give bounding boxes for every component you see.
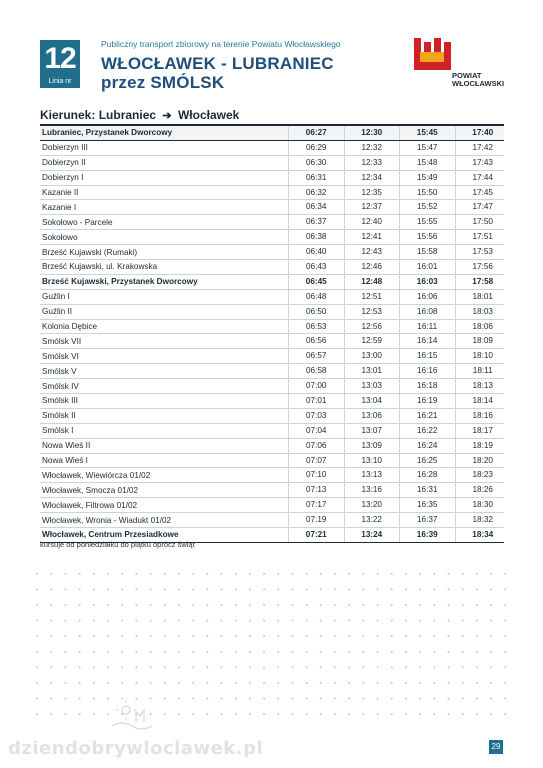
stop-name: Kazanie I — [42, 202, 77, 212]
departure-time: 06:43 — [288, 260, 344, 274]
stop-name: Kazanie II — [42, 188, 79, 197]
departure-time: 18:19 — [455, 439, 511, 453]
departure-time: 07:07 — [288, 454, 344, 468]
departure-time: 17:47 — [455, 200, 511, 214]
departure-time: 06:45 — [288, 275, 344, 289]
departure-time: 13:22 — [344, 513, 400, 527]
departure-time: 16:19 — [399, 394, 455, 408]
departure-time: 12:46 — [344, 260, 400, 274]
departure-time: 13:03 — [344, 379, 400, 393]
departure-time: 12:35 — [344, 186, 400, 200]
departure-time: 06:27 — [288, 126, 344, 140]
departure-time: 18:11 — [455, 364, 511, 378]
table-row — [40, 260, 504, 275]
departure-time: 18:03 — [455, 305, 511, 319]
departure-time: 17:50 — [455, 215, 511, 229]
direction-heading — [40, 108, 239, 122]
departure-time: 12:43 — [344, 245, 400, 259]
timetable — [40, 124, 504, 543]
table-row — [40, 349, 504, 364]
departure-time: 15:47 — [399, 141, 455, 155]
table-row — [40, 156, 504, 171]
stop-name: Smólsk I — [42, 426, 74, 436]
departure-time: 06:58 — [288, 364, 344, 378]
departure-time: 17:42 — [455, 141, 511, 155]
departure-time: 13:16 — [344, 483, 400, 497]
logo-text-line-1: POWIAT — [452, 71, 482, 80]
departure-time: 16:08 — [399, 305, 455, 319]
departure-time: 06:29 — [288, 141, 344, 155]
departure-time: 18:06 — [455, 320, 511, 334]
stop-name: Kolonia Dębice — [42, 322, 98, 332]
route-title-via: przez SMÓLSK — [101, 73, 225, 92]
departure-time: 15:55 — [399, 215, 455, 229]
departure-time: 18:09 — [455, 334, 511, 348]
departure-time: 06:38 — [288, 230, 344, 244]
table-row — [40, 171, 504, 186]
departure-time: 06:56 — [288, 334, 344, 348]
table-row — [40, 424, 504, 439]
powiat-logo-icon — [414, 38, 454, 72]
departure-time: 16:01 — [399, 260, 455, 274]
watermark-logo-icon — [112, 700, 152, 734]
departure-time: 13:13 — [344, 468, 400, 482]
stop-name: Smólsk II — [42, 411, 76, 421]
table-row — [40, 290, 504, 305]
departure-time: 07:21 — [288, 528, 344, 542]
table-row — [40, 275, 504, 290]
table-row — [40, 320, 504, 335]
table-row — [40, 364, 504, 379]
departure-time: 06:50 — [288, 305, 344, 319]
stop-name: Dobierzyn III — [42, 143, 88, 153]
stop-name: Nowa Wieś II — [42, 441, 91, 451]
departure-time: 18:10 — [455, 349, 511, 363]
departure-time: 15:56 — [399, 230, 455, 244]
departure-time: 12:56 — [344, 320, 400, 334]
departure-time: 07:19 — [288, 513, 344, 527]
stop-name: Guźlin I — [42, 292, 70, 302]
notes-dot-grid — [30, 566, 516, 728]
direction-from: Lubraniec — [98, 108, 157, 122]
departure-time: 18:26 — [455, 483, 511, 497]
table-row — [40, 305, 504, 320]
table-row — [40, 394, 504, 409]
departure-time: 06:37 — [288, 215, 344, 229]
table-row — [40, 409, 504, 424]
departure-time: 17:58 — [455, 275, 511, 289]
stop-name: Sokołowo - Parcele — [42, 217, 113, 227]
stop-name: Smólsk IV — [42, 381, 79, 391]
departure-time: 06:30 — [288, 156, 344, 170]
departure-time: 15:50 — [399, 186, 455, 200]
departure-time: 16:06 — [399, 290, 455, 304]
departure-time: 12:41 — [344, 230, 400, 244]
departure-time: 16:24 — [399, 439, 455, 453]
stop-name: Smólsk V — [42, 366, 77, 376]
departure-time: 06:34 — [288, 200, 344, 214]
departure-time: 18:17 — [455, 424, 511, 438]
table-row — [40, 245, 504, 260]
stop-name: Smólsk III — [42, 396, 78, 406]
departure-time: 16:03 — [399, 275, 455, 289]
departure-time: 16:21 — [399, 409, 455, 423]
table-row — [40, 230, 504, 245]
stop-name: Włocławek, Wiewiórcza 01/02 — [42, 470, 151, 480]
arrow-right-icon: ➔ — [162, 110, 172, 122]
departure-time: 12:51 — [344, 290, 400, 304]
departure-time: 13:07 — [344, 424, 400, 438]
departure-time: 12:34 — [344, 171, 400, 185]
departure-time: 12:53 — [344, 305, 400, 319]
departure-time: 06:31 — [288, 171, 344, 185]
table-row — [40, 483, 504, 498]
departure-time: 12:30 — [344, 126, 400, 140]
table-row — [40, 200, 504, 215]
table-row — [40, 468, 504, 483]
departure-time: 16:28 — [399, 468, 455, 482]
departure-time: 16:35 — [399, 498, 455, 512]
departure-time: 17:51 — [455, 230, 511, 244]
departure-time: 17:56 — [455, 260, 511, 274]
departure-time: 06:40 — [288, 245, 344, 259]
stop-name: Dobierzyn I — [42, 173, 84, 183]
departure-time: 18:30 — [455, 498, 511, 512]
departure-time: 18:01 — [455, 290, 511, 304]
departure-time: 06:48 — [288, 290, 344, 304]
departure-time: 13:24 — [344, 528, 400, 542]
departure-time: 16:14 — [399, 334, 455, 348]
departure-time: 18:23 — [455, 468, 511, 482]
departure-time: 12:48 — [344, 275, 400, 289]
departure-time: 13:09 — [344, 439, 400, 453]
departure-time: 07:01 — [288, 394, 344, 408]
powiat-logo-text — [452, 72, 504, 88]
table-row — [40, 334, 504, 349]
table-row — [40, 379, 504, 394]
departure-time: 17:43 — [455, 156, 511, 170]
departure-time: 15:45 — [399, 126, 455, 140]
line-number-label: Linia nr — [48, 78, 72, 85]
powiat-logo — [412, 38, 505, 94]
stop-name: Włocławek, Filtrowa 01/02 — [42, 500, 138, 510]
page-subtitle: Publiczny transport zbiorowy na terenie Powiatu Włocławskiego — [101, 39, 341, 49]
departure-time: 12:32 — [344, 141, 400, 155]
route-title — [101, 54, 334, 92]
stop-name: Smólsk VII — [42, 336, 82, 346]
departure-time: 07:00 — [288, 379, 344, 393]
service-note: kursuje od poniedziałku do piątku oprócz świąt — [40, 540, 195, 549]
departure-time: 18:13 — [455, 379, 511, 393]
table-row — [40, 439, 504, 454]
stop-name: Smólsk VI — [42, 351, 79, 361]
departure-time: 13:06 — [344, 409, 400, 423]
table-row — [40, 215, 504, 230]
line-number-badge — [40, 40, 80, 88]
departure-time: 13:10 — [344, 454, 400, 468]
stop-name: Dobierzyn II — [42, 158, 86, 168]
departure-time: 18:20 — [455, 454, 511, 468]
departure-time: 13:20 — [344, 498, 400, 512]
departure-time: 15:48 — [399, 156, 455, 170]
departure-time: 12:33 — [344, 156, 400, 170]
departure-time: 07:06 — [288, 439, 344, 453]
departure-time: 06:53 — [288, 320, 344, 334]
departure-time: 16:18 — [399, 379, 455, 393]
departure-time: 12:37 — [344, 200, 400, 214]
departure-time: 17:40 — [455, 126, 511, 140]
departure-time: 16:31 — [399, 483, 455, 497]
departure-time: 07:10 — [288, 468, 344, 482]
direction-label: Kierunek: — [40, 108, 96, 122]
departure-time: 16:16 — [399, 364, 455, 378]
departure-time: 17:53 — [455, 245, 511, 259]
departure-time: 16:25 — [399, 454, 455, 468]
timetable-body — [40, 141, 504, 543]
stop-name: Brześć Kujawski, Przystanek Dworcowy — [42, 277, 198, 287]
departure-time: 07:04 — [288, 424, 344, 438]
watermark-text: dziendobrywloclawek.pl — [8, 738, 264, 759]
departure-time: 12:40 — [344, 215, 400, 229]
departure-time: 07:03 — [288, 409, 344, 423]
table-row — [40, 141, 504, 156]
stop-name: Sokołowo — [42, 232, 78, 242]
logo-text-line-2: WŁOCŁAWSKI — [452, 79, 505, 88]
stop-name: Włocławek, Smocza 01/02 — [42, 485, 139, 495]
departure-time: 18:34 — [455, 528, 511, 542]
route-title-main: WŁOCŁAWEK - LUBRANIEC — [101, 54, 334, 73]
departure-time: 18:32 — [455, 513, 511, 527]
departure-time: 15:49 — [399, 171, 455, 185]
departure-time: 17:44 — [455, 171, 511, 185]
departure-time: 18:16 — [455, 409, 511, 423]
first-stop-name: Lubraniec, Przystanek Dworcowy — [42, 128, 173, 138]
stop-name: Włocławek, Wronia - Wiadukt 01/02 — [42, 515, 172, 525]
table-row — [40, 498, 504, 513]
table-row — [40, 186, 504, 201]
departure-time: 15:58 — [399, 245, 455, 259]
departure-time: 16:11 — [399, 320, 455, 334]
stop-name: Włocławek, Centrum Przesiadkowe — [42, 530, 179, 540]
departure-time: 16:15 — [399, 349, 455, 363]
departure-time: 17:45 — [455, 186, 511, 200]
departure-time: 06:32 — [288, 186, 344, 200]
departure-time: 13:01 — [344, 364, 400, 378]
stop-name: Guźlin II — [42, 307, 73, 317]
table-row — [40, 454, 504, 469]
timetable-header-row — [40, 126, 504, 141]
departure-time: 16:39 — [399, 528, 455, 542]
departure-time: 07:13 — [288, 483, 344, 497]
table-row — [40, 513, 504, 528]
line-number: 12 — [44, 42, 76, 75]
departure-time: 13:00 — [344, 349, 400, 363]
departure-time: 07:17 — [288, 498, 344, 512]
departure-time: 12:59 — [344, 334, 400, 348]
stop-name: Brześć Kujawski, ul. Krakowska — [42, 262, 158, 272]
departure-time: 13:04 — [344, 394, 400, 408]
stop-name: Nowa Wieś I — [42, 456, 88, 466]
departure-time: 15:52 — [399, 200, 455, 214]
departure-time: 16:37 — [399, 513, 455, 527]
departure-time: 18:14 — [455, 394, 511, 408]
stop-name: Brześć Kujawski (Rumaki) — [42, 247, 138, 257]
departure-time: 06:57 — [288, 349, 344, 363]
page-number: 29 — [489, 740, 503, 754]
departure-time: 16:22 — [399, 424, 455, 438]
direction-to: Włocławek — [177, 108, 240, 122]
